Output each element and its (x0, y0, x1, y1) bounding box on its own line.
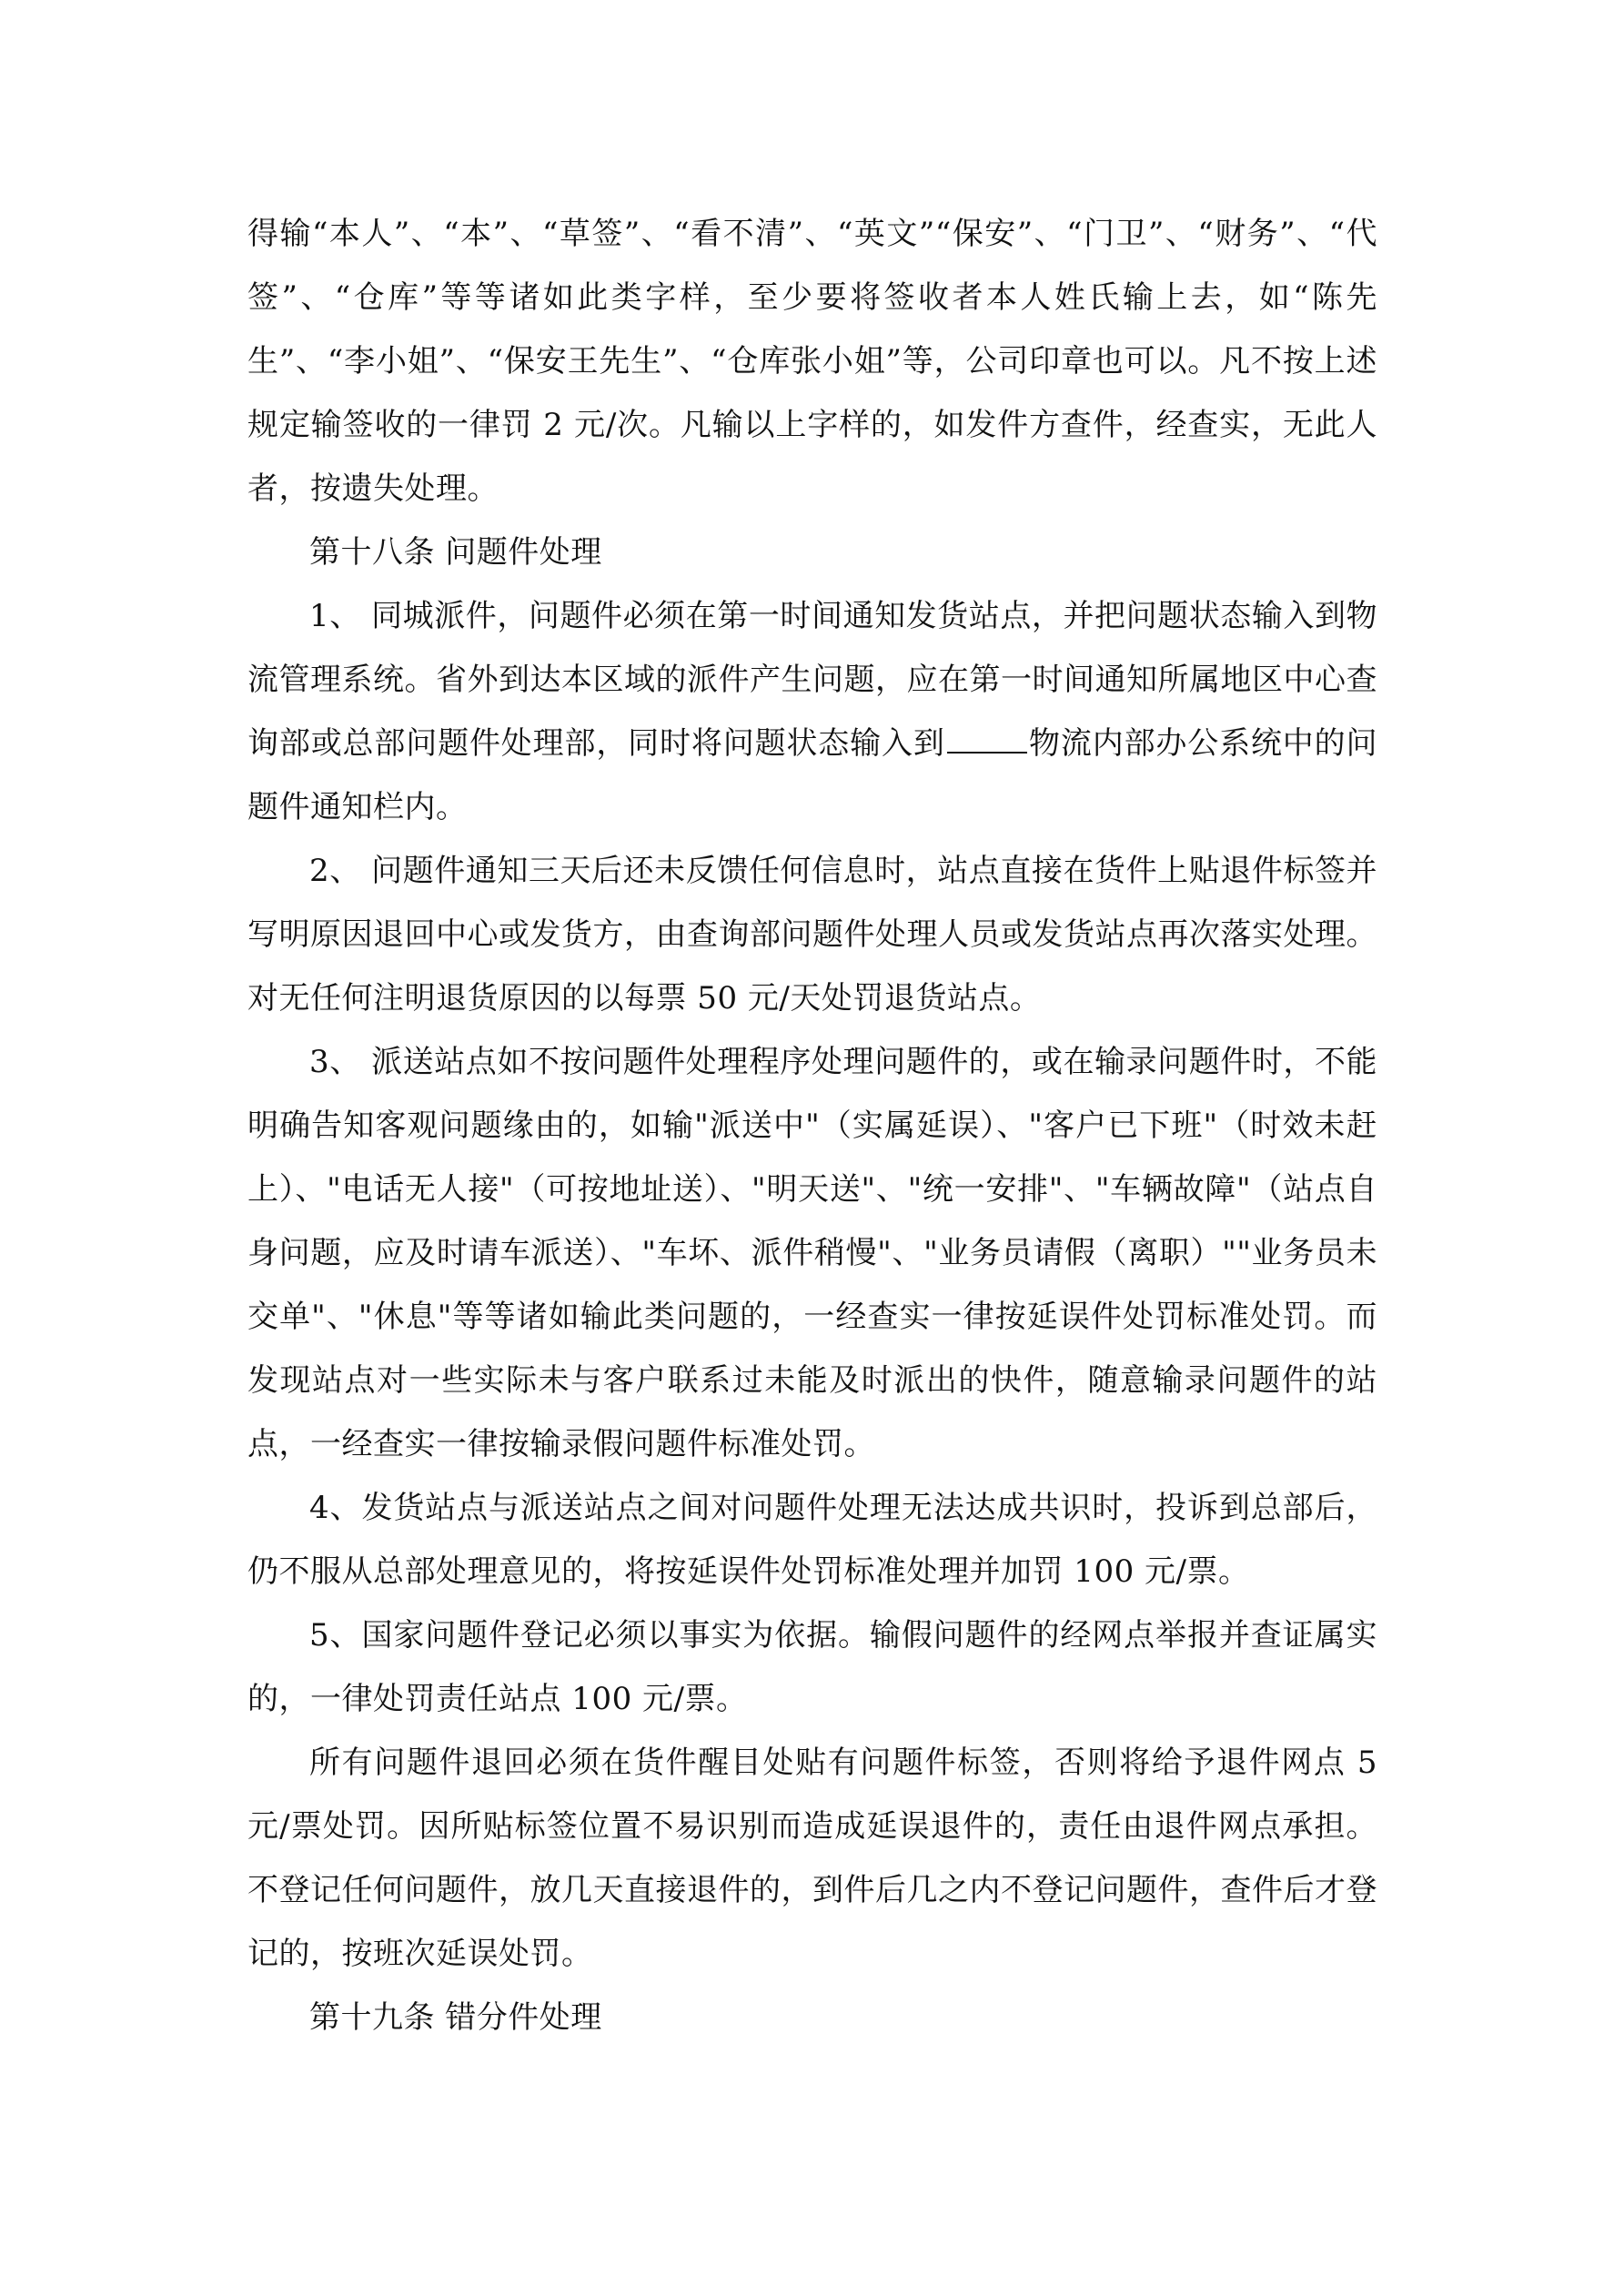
document-body (247, 202, 1377, 2049)
signature-rule-paragraph: 得输“本人”、“本”、“草签”、“看不清”、“英文”“保安”、“门卫”、“财务”、“代签”、“仓库”等等诸如此类字样，至少要将签收者本人姓氏输上去，如“陈先生”、“李小姐”、“保安王先生”、“仓库张小姐”等，公司印章也可以。凡不按上述规定输签收的一律罚 2 元/次。凡输以上字样的，如发件方查件，经查实，无此人者，按遗失处理。 (247, 216, 1377, 507)
article-18-item-1 (247, 584, 1377, 839)
item-1-text-after-blank: 物流内部办公系统中的问题件通知栏内。 (247, 725, 1378, 825)
article-19-heading: 第十九条 错分件处理 (309, 1999, 602, 2036)
fill-in-blank (947, 724, 1027, 754)
article-18-item-4: 4、发货站点与派送站点之间对问题件处理无法达成共识时，投诉到总部后，仍不服从总部处理意见的，将按延误件处罚标准处理并加罚 100 元/票。 (247, 1490, 1377, 1590)
article-18-item-3: 3、 派送站点如不按问题件处理程序处理问题件的，或在输录问题件时，不能明确告知客观问题缘由的，如输"派送中"（实属延误）、"客户已下班"（时效未赶上）、"电话无人接"（可按地址送）、"明天送"、"统一安排"、"车辆故障"（站点自身问题，应及时请车派送）、"车坏、派件稍慢"、"业务员请假（离职）""业务员未交单"、"休息"等等诸如输此类问题的，一经查实一律按延误件处罚标准处罚。而发现站点对一些实际未与客户联系过未能及时派出的快件，随意输录问题件的站点，一经查实一律按输录假问题件标准处罚。 (247, 1044, 1377, 1462)
article-18-item-5: 5、国家问题件登记必须以事实为依据。输假问题件的经网点举报并查证属实的，一律处罚责任站点 100 元/票。 (247, 1617, 1377, 1717)
return-label-paragraph: 所有问题件退回必须在货件醒目处贴有问题件标签，否则将给予退件网点 5 元/票处罚。因所贴标签位置不易识别而造成延误退件的，责任由退件网点承担。不登记任何问题件，放几天直接退件的，到件后几之内不登记问题件，查件后才登记的，按班次延误处罚。 (247, 1745, 1377, 1972)
article-18-item-2: 2、 问题件通知三天后还未反馈任何信息时，站点直接在货件上贴退件标签并写明原因退回中心或发货方，由查询部问题件处理人员或发货站点再次落实处理。对无任何注明退货原因的以每票 50 元/天处罚退货站点。 (247, 853, 1377, 1017)
item-1-text-before-blank: 1、 同城派件，问题件必须在第一时间通知发货站点，并把问题状态输入到物流管理系统。省外到达本区域的派件产生问题，应在第一时间通知所属地区中心查询部或总部问题件处理部，同时将问题状态输入到 (247, 598, 1377, 762)
article-18-heading: 第十八条 问题件处理 (309, 534, 602, 571)
